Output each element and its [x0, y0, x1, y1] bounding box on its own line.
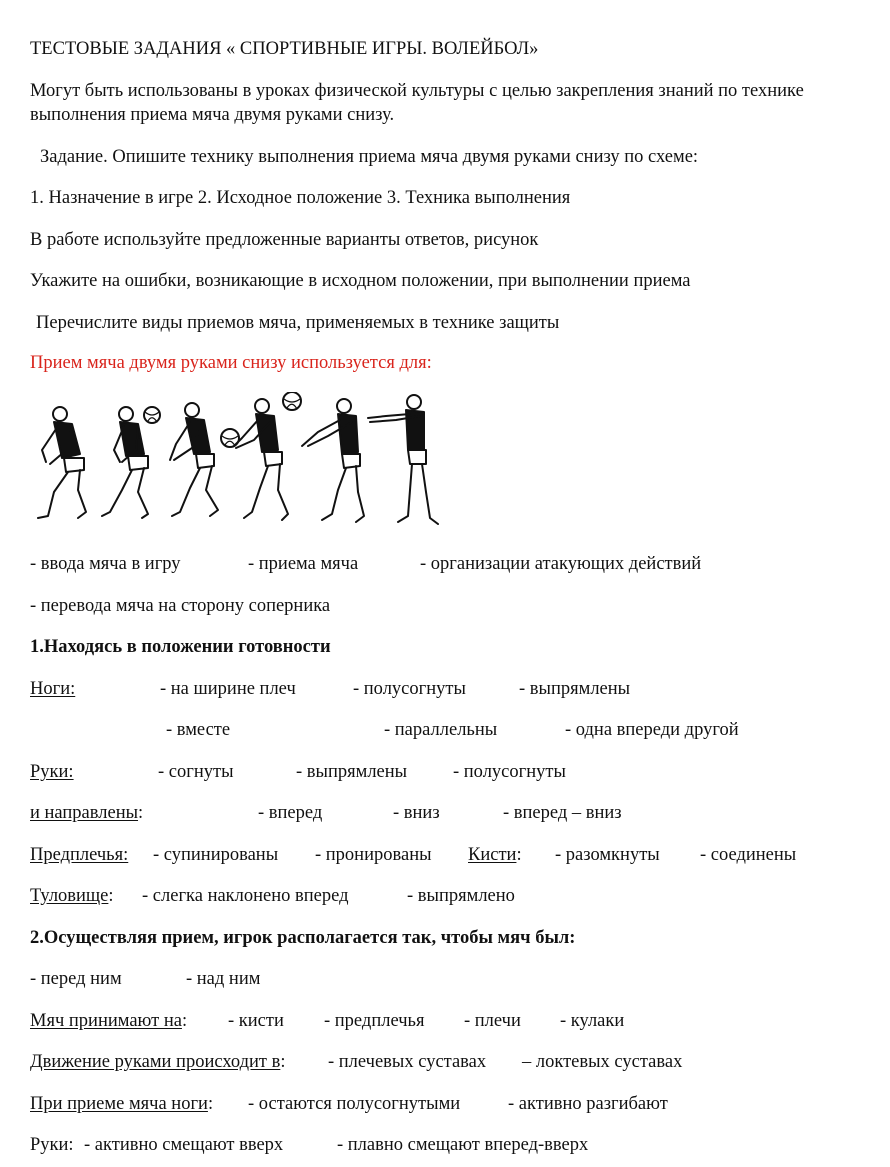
directed-option: - вниз	[393, 803, 440, 823]
arms-receive-label: Руки:	[30, 1135, 74, 1155]
legs-option: - вместе	[166, 720, 231, 740]
hands-colon: :	[516, 845, 522, 865]
player-figure-3	[170, 403, 218, 516]
receive-option: - кулаки	[560, 1011, 625, 1031]
volleyball-sequence-illustration	[28, 392, 448, 532]
directed-option: - вперед – вниз	[503, 803, 622, 823]
legs-label: Ноги:	[30, 679, 76, 699]
movement-colon: :	[280, 1052, 286, 1072]
ball-position-option: - перед ним	[30, 969, 122, 989]
ball-position-option: - над ним	[186, 969, 261, 989]
use-answers-text: В работе используйте предложенные варианты ответов, рисунок	[30, 230, 539, 250]
arms-option: - полусогнуты	[453, 762, 566, 782]
torso-option: - выпрямлено	[407, 886, 515, 906]
hands-option: - разомкнуты	[555, 845, 660, 865]
torso-label-text: Туловище	[30, 886, 109, 906]
directed-colon: :	[138, 803, 144, 823]
torso-label	[30, 885, 114, 907]
receive-label-text: Мяч принимают на	[30, 1011, 182, 1031]
torso-option: - слегка наклонено вперед	[142, 886, 349, 906]
directed-label	[30, 802, 143, 824]
task-text: Задание. Опишите технику выполнения приема мяча двумя руками снизу по схеме:	[40, 147, 699, 167]
movement-option: - плечевых суставах	[328, 1052, 487, 1072]
section2-heading: 2.Осуществляя прием, игрок располагается так, чтобы мяч был:	[30, 928, 576, 948]
legs-option: - полусогнуты	[353, 679, 466, 699]
player-figure-1	[38, 407, 86, 518]
legs-receive-label	[30, 1093, 213, 1115]
legs-receive-label-text: При приеме мяча ноги	[30, 1094, 208, 1114]
hands-option: - соединены	[700, 845, 797, 865]
ball-3	[283, 392, 301, 410]
movement-label	[30, 1051, 285, 1073]
legs-receive-option: - активно разгибают	[508, 1094, 668, 1114]
purpose-option-2: - приема мяча	[248, 554, 359, 574]
legs-receive-colon: :	[207, 1094, 214, 1114]
movement-option: – локтевых суставах	[522, 1052, 683, 1072]
player-figure-5	[302, 399, 364, 522]
forearms-option: - супинированы	[153, 845, 279, 865]
list-types-text: Перечислите виды приемов мяча, применяемых в технике защиты	[36, 313, 560, 333]
movement-label-text: Движение руками происходит в	[30, 1052, 281, 1072]
purpose-option-3: - организации атакующих действий	[420, 554, 702, 574]
purpose-option-4: - перевода мяча на сторону соперника	[30, 596, 331, 616]
arms-receive-option: - плавно смещают вперед-вверх	[337, 1135, 589, 1155]
arms-receive-option: - активно смещают вверх	[84, 1135, 284, 1155]
purpose-option-1: - ввода мяча в игру	[30, 554, 181, 574]
legs-option: - одна впереди другой	[565, 720, 739, 740]
player-figure-2	[102, 407, 148, 518]
forearms-label: Предплечья:	[30, 845, 129, 865]
errors-text: Укажите на ошибки, возникающие в исходном положении, при выполнении приема	[30, 271, 691, 291]
legs-option: - на ширине плеч	[160, 679, 296, 699]
receive-option: - кисти	[228, 1011, 284, 1031]
hands-label-text: Кисти	[468, 845, 517, 865]
torso-colon: :	[108, 886, 114, 906]
directed-option: - вперед	[258, 803, 323, 823]
intro-paragraph: Могут быть использованы в уроках физической культуры с целью закрепления знаний по технике выполнения приема мяча двумя руками снизу.	[30, 81, 804, 125]
player-figure-4	[234, 399, 288, 520]
player-figure-6	[368, 395, 438, 524]
arms-option: - согнуты	[158, 762, 234, 782]
hands-label	[468, 844, 522, 866]
arms-label: Руки:	[30, 762, 74, 782]
legs-receive-option: - остаются полусогнутыми	[248, 1094, 461, 1114]
legs-option: - параллельны	[384, 720, 498, 740]
purpose-question: Прием мяча двумя руками снизу используется для:	[30, 353, 432, 373]
section1-heading: 1.Находясь в положении готовности	[30, 637, 331, 657]
receive-option: - предплечья	[324, 1011, 425, 1031]
forearms-option: - пронированы	[315, 845, 432, 865]
receive-option: - плечи	[464, 1011, 521, 1031]
scheme-text: 1. Назначение в игре 2. Исходное положение 3. Техника выполнения	[30, 188, 571, 208]
page-title: ТЕСТОВЫЕ ЗАДАНИЯ « СПОРТИВНЫЕ ИГРЫ. ВОЛЕЙБОЛ»	[30, 39, 539, 59]
arms-option: - выпрямлены	[296, 762, 408, 782]
legs-option: - выпрямлены	[519, 679, 631, 699]
receive-colon: :	[181, 1011, 188, 1031]
directed-label-text: и направлены	[30, 803, 139, 823]
receive-label	[30, 1010, 187, 1032]
